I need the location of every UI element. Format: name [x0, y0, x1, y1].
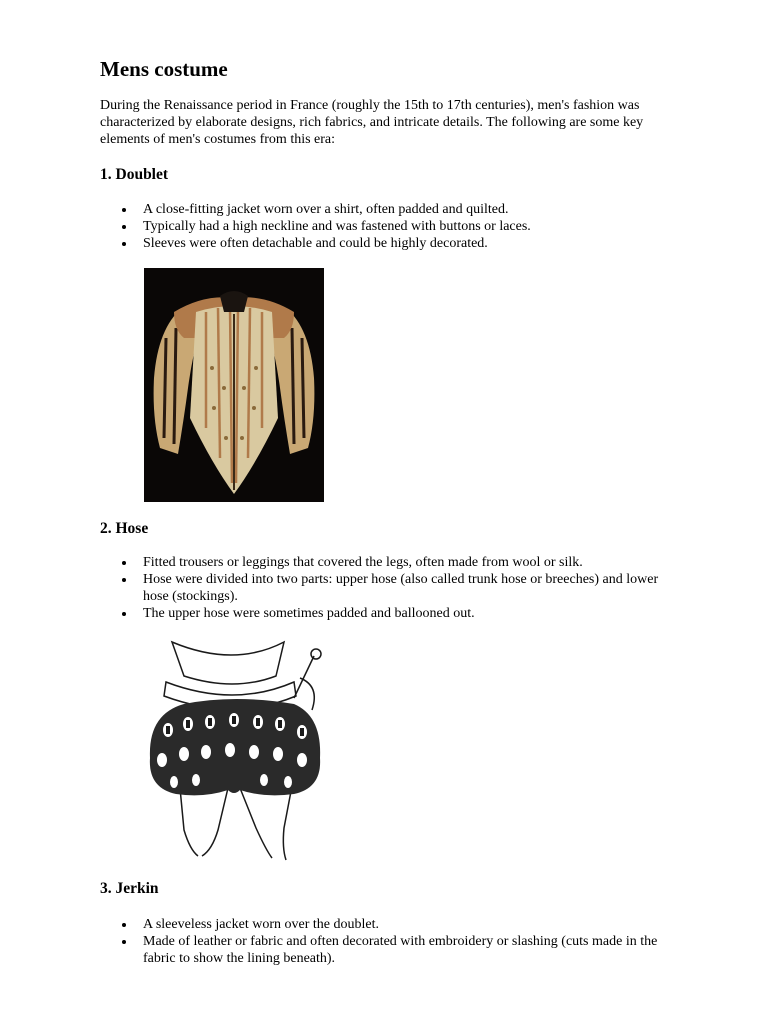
list-item: Typically had a high neckline and was fastened with buttons or laces.: [100, 218, 670, 235]
list-item: A close-fitting jacket worn over a shirt, often padded and quilted.: [100, 201, 670, 218]
doublet-bullet-list: [100, 201, 670, 252]
doublet-illustration: [144, 268, 324, 502]
list-item: Hose were divided into two parts: upper hose (also called trunk hose or breeches) and lower hose (stockings).: [100, 571, 670, 605]
page-title: Mens costume: [100, 57, 228, 81]
list-item: Fitted trousers or leggings that covered the legs, often made from wool or silk.: [100, 554, 670, 571]
section-heading-doublet: 1. Doublet: [100, 166, 169, 183]
intro-paragraph: During the Renaissance period in France (roughly the 15th to 17th centuries), men's fashion was characterized by elaborate designs, rich fabrics, and intricate details. The following are some key elements of men's costumes from this era:: [100, 98, 644, 147]
section-heading-hose: 2. Hose: [100, 520, 149, 537]
list-item: A sleeveless jacket worn over the doublet.: [100, 916, 670, 933]
hose-image: [144, 638, 326, 862]
doublet-image: [144, 268, 324, 502]
list-item: The upper hose were sometimes padded and ballooned out.: [100, 605, 670, 622]
hose-bullet-list: [100, 554, 670, 622]
list-item: Sleeves were often detachable and could be highly decorated.: [100, 235, 670, 252]
section-heading-jerkin: 3. Jerkin: [100, 880, 159, 897]
jerkin-bullet-list: [100, 916, 670, 967]
hose-engraving: [144, 638, 326, 862]
list-item: Made of leather or fabric and often decorated with embroidery or slashing (cuts made in the fabric to show the lining beneath).: [100, 933, 670, 967]
